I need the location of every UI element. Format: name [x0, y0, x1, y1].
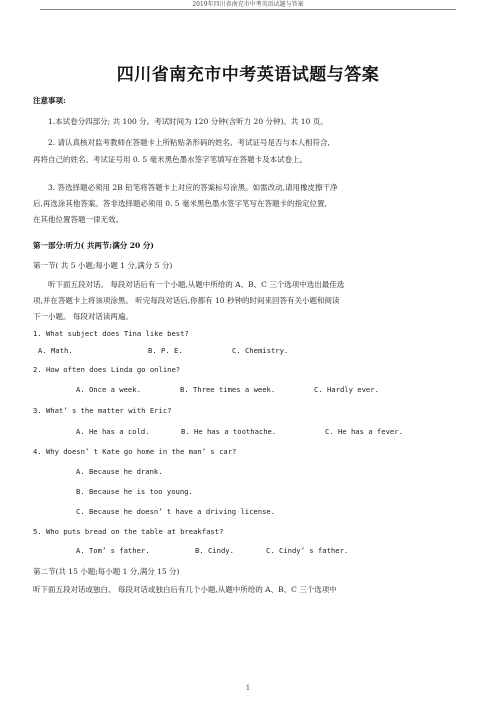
question-4: 4. Why doesn’ t Kate go home in the man’ s car? [33, 447, 237, 456]
page-number: 1 [245, 684, 251, 692]
option-b: B. Three times a week. [180, 385, 276, 394]
notice-item-3-line-3: 在其他位置答题一律无效。 [33, 215, 123, 224]
question-4-option-b: B. Because he is too young. [76, 487, 193, 496]
document-title: 四川省南充市中考英语试题与答案 [116, 65, 380, 85]
running-header: 2019年四川省南充市中考英语试题与答案 [192, 1, 304, 8]
question-2: 2. How often does Linda go online? [33, 365, 181, 374]
section2-heading: 第二节(共 15 小题;每小题 1 分,满分 15 分) [33, 567, 180, 576]
notice-item-1: 1.本试卷分四部分; 共 100 分。考试时间为 120 分钟(含听力 20 分钟)。共 10 页。 [48, 117, 328, 126]
question-5: 5. Who puts bread on the table at breakfast? [33, 527, 224, 536]
notice-item-3-line-2: 后,再选涂其他答案。答非选择题必须用 0. 5 毫米黑色墨水签字笔写在答题卡的指定位置, [33, 199, 327, 208]
notice-item-2-line-2: 再将自己的姓名、考试证号用 0. 5 毫米黑色墨水签字笔填写在答题卡及本试卷上。 [33, 155, 308, 164]
notice-item-2-line-1: 2. 请认真核对监考教师在答题卡上所粘贴条形码的姓名、考试证号是否与本人相符合, [48, 138, 330, 147]
option-c: C. Hardly ever. [314, 385, 379, 394]
question-1: 1. What subject does Tina like best? [33, 329, 189, 338]
option-a: A. Once a week. [76, 385, 141, 394]
section2-instruction-line-1: 听下面五段对话或独白。 每段对话或独白后有几个小题,从题中所给的 A、B、C 三个选项中 [33, 585, 337, 594]
option-a: A. Math. [38, 346, 73, 355]
section1-instruction-line-2: 项,并在答题卡上将该项涂黑。 听完每段对话后,你都有 10 秒钟的时间来回答有关小题和阅读 [33, 296, 340, 305]
option-b: B. He has a toothache. [181, 427, 277, 436]
part1-heading: 第一部分:听力( 共两节;满分 20 分) [33, 241, 154, 250]
option-b: B. P. E. [148, 346, 183, 355]
question-4-option-c: C. Because he doesn’ t have a driving license. [76, 507, 276, 516]
option-c: C. Chemistry. [232, 346, 289, 355]
option-a: A. Tom’ s father. [76, 546, 150, 555]
option-c: C. Cindy’ s father. [266, 546, 349, 555]
section1-instruction-line-1: 听下面五段对话。 每段对话后有一个小题,从题中所给的 A、B、C 三个选项中选出最佳选 [48, 280, 345, 289]
section1-instruction-line-3: 下一小题。 每段对话读两遍。 [33, 312, 133, 321]
notice-item-3-line-1: 3. 答选择题必须用 2B 铅笔将答题卡上对应的答案标号涂黑。如需改动,请用橡皮擦干净 [48, 183, 338, 192]
section1-heading: 第一节( 共 5 小题;每小题 1 分,满分 5 分) [33, 261, 173, 270]
notice-heading: 注意事项: [33, 96, 66, 105]
question-4-option-a: A. Because he drank. [76, 467, 163, 476]
option-c: C. He has a fever. [325, 427, 403, 436]
option-b: B. Cindy. [195, 546, 234, 555]
question-3: 3. What’ s the matter with Eric? [33, 406, 172, 415]
option-a: A. He has a cold. [76, 427, 150, 436]
header-divider [40, 9, 456, 10]
